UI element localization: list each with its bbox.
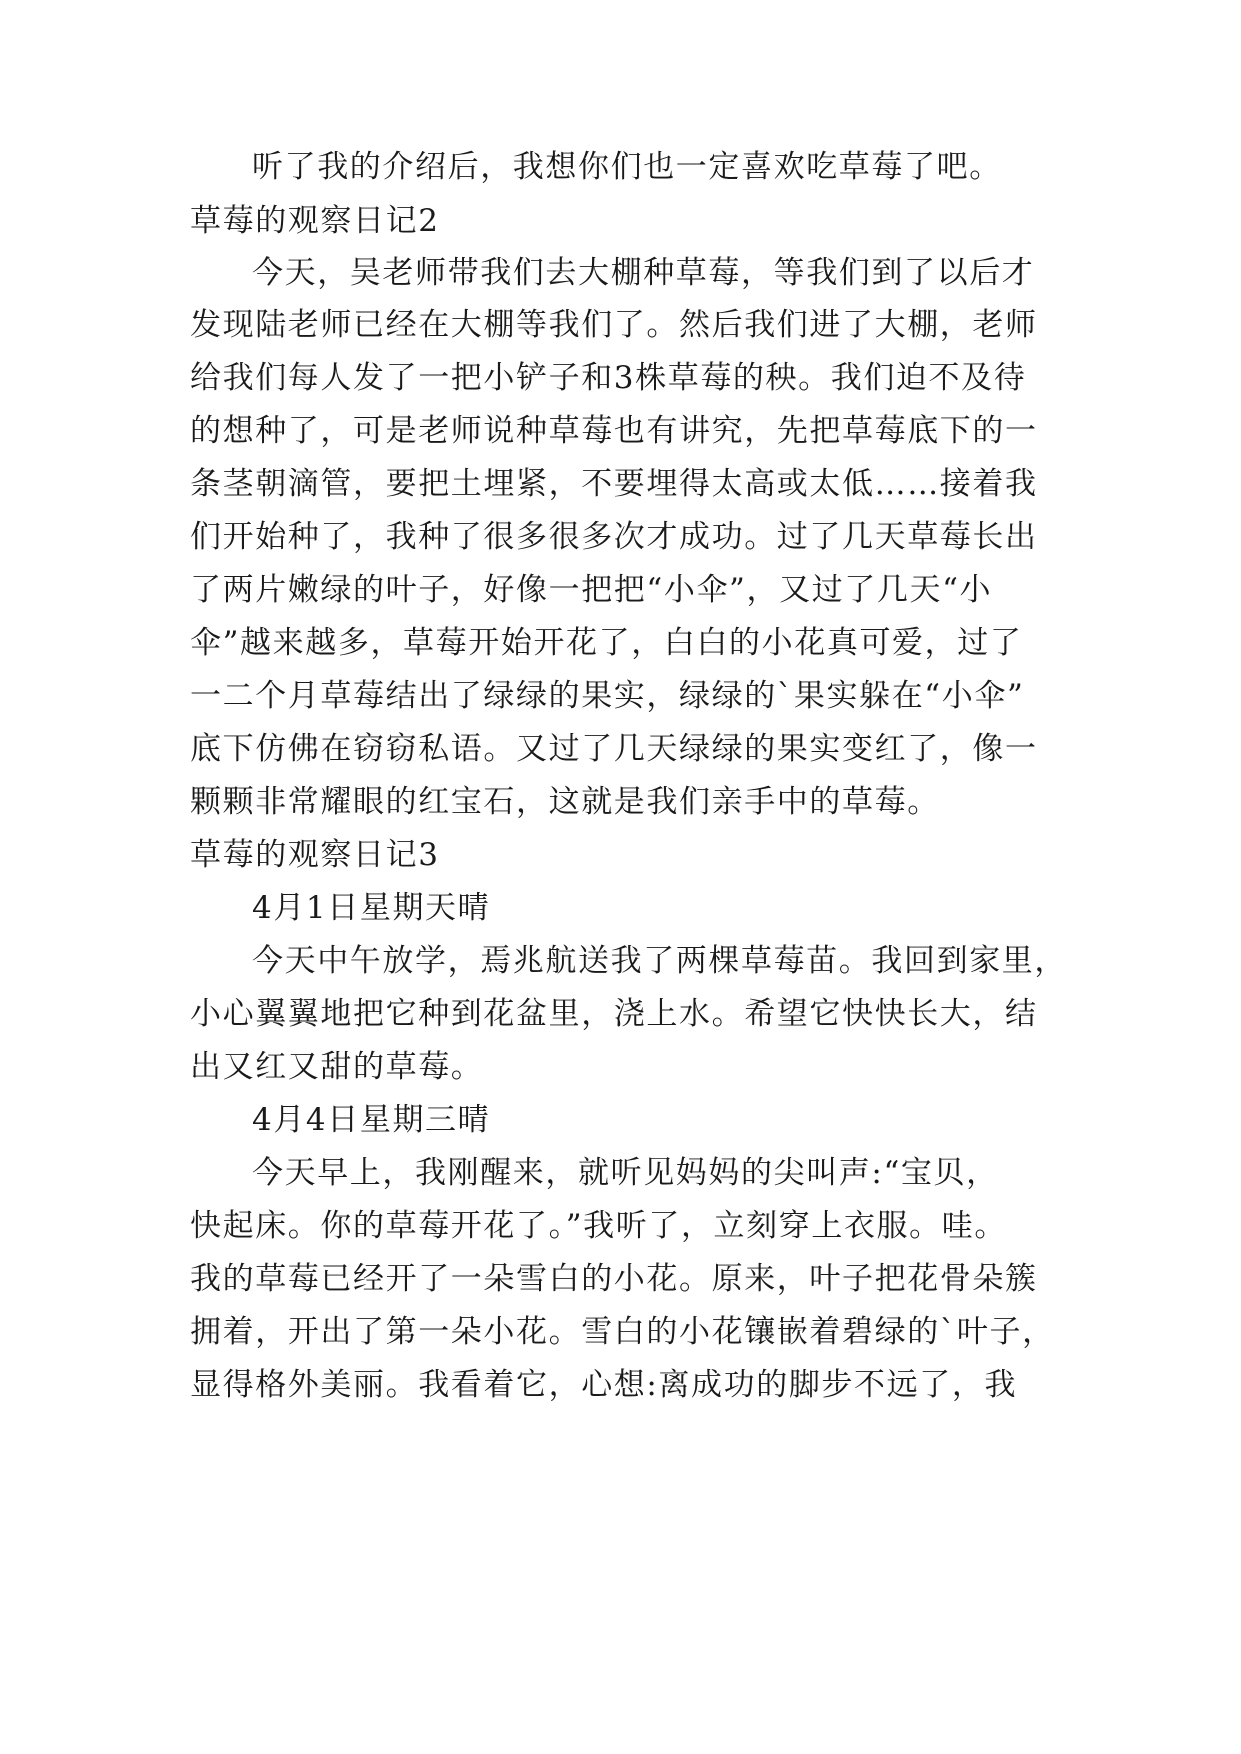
entry-1-line: 出又红又甜的草莓。 [190, 1049, 484, 1085]
entry-2-line: 今天早上，我刚醒来，就听见妈妈的尖叫声:“宝贝， [252, 1155, 999, 1191]
entry-1-line: 今天中午放学，焉兆航送我了两棵草莓苗。我回到家里， [252, 943, 1067, 979]
section-3-title: 草莓的观察日记3 [190, 837, 440, 873]
section-2-line: 们开始种了，我种了很多很多次才成功。过了几天草莓长出 [190, 519, 1038, 555]
section-2-line: 给我们每人发了一把小铲子和3株草莓的秧。我们迫不及待 [190, 360, 1027, 396]
section-2-line: 颗颗非常耀眼的红宝石，这就是我们亲手中的草莓。 [190, 784, 940, 820]
section-2-line: 了两片嫩绿的叶子，好像一把把“小伞”，又过了几天“小 [190, 572, 993, 608]
entry-2-line: 显得格外美丽。我看着它，心想:离成功的脚步不远了，我 [190, 1367, 1018, 1403]
section-2-line: 一二个月草莓结出了绿绿的果实，绿绿的`果实躲在“小伞” [190, 678, 1025, 714]
entry-2-line: 我的草莓已经开了一朵雪白的小花。原来，叶子把花骨朵簇 [190, 1261, 1038, 1297]
section-2-title: 草莓的观察日记2 [190, 203, 440, 239]
entry-2-line: 拥着，开出了第一朵小花。雪白的小花镶嵌着碧绿的`叶子， [190, 1314, 1055, 1350]
section-2-line: 伞”越来越多，草莓开始开花了，白白的小花真可爱，过了 [190, 625, 1023, 661]
section-2-line: 条茎朝滴管，要把土埋紧，不要埋得太高或太低……接着我 [190, 466, 1038, 502]
section-2-line: 的想种了，可是老师说种草莓也有讲究，先把草莓底下的一 [190, 413, 1038, 449]
section-2-line: 发现陆老师已经在大棚等我们了。然后我们进了大棚，老师 [190, 307, 1038, 343]
entry-2-line: 快起床。你的草莓开花了。”我听了，立刻穿上衣服。哇。 [190, 1208, 1007, 1244]
intro-closing-line: 听了我的介绍后，我想你们也一定喜欢吃草莓了吧。 [252, 149, 1002, 185]
entry-date-1: 4月1日星期天晴 [252, 890, 491, 926]
section-2-line: 底下仿佛在窃窃私语。又过了几天绿绿的果实变红了，像一 [190, 731, 1038, 767]
entry-1-line: 小心翼翼地把它种到花盆里，浇上水。希望它快快长大，结 [190, 996, 1038, 1032]
section-2-line: 今天，吴老师带我们去大棚种草莓，等我们到了以后才 [252, 255, 1035, 291]
entry-date-2: 4月4日星期三晴 [252, 1102, 491, 1138]
